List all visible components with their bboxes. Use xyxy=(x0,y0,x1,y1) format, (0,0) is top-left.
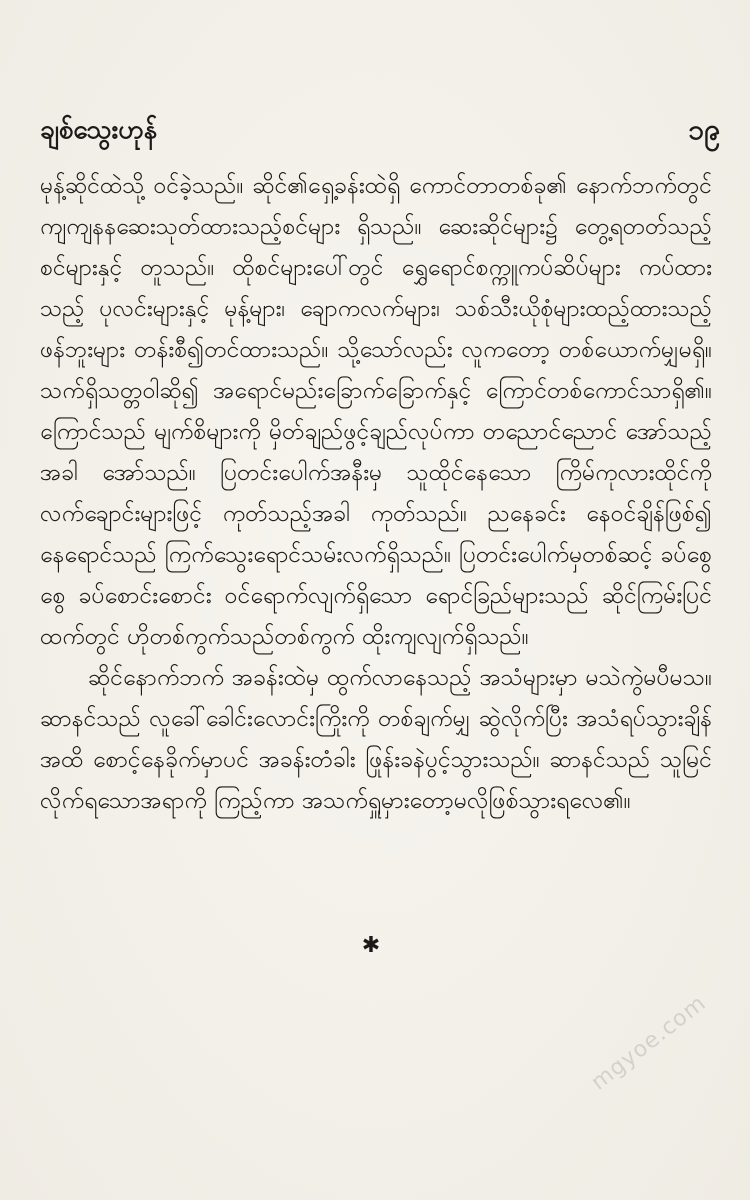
book-title: ချစ်သွေးဟုန် xyxy=(40,115,158,145)
running-header xyxy=(40,112,720,148)
body-text xyxy=(40,166,712,822)
section-break-asterisk: ✱ xyxy=(361,933,381,958)
paragraph-1: မုန့်ဆိုင်ထဲသို့ ဝင်ခဲ့သည်။ ဆိုင်၏ရှေ့ခန်းထဲရှိ ကောင်တာတစ်ခု၏ နောက်ဘက်တွင် ကျကျနနဆေးသုတ်ထားသည့်စင်များ ရှိသည်။ ဆေးဆိုင်များ၌ တွေ့ရတတ်သည့် စင်များနှင့် တူသည်။ ထိုစင်များပေါ်တွင် ရွှေရောင်စက္ကူကပ်ဆိပ်များ ကပ်ထားသည့် ပုလင်းများနှင့် မုန့်များ၊ ချောကလက်များ၊ သစ်သီးယိုစုံများထည့်ထားသည့် ဖန်ဘူးများ တန်းစီ၍တင်ထားသည်။ သို့သော်လည်း လူကတော့ တစ်ယောက်မျှမရှိ။ သက်ရှိသတ္တဝါဆို၍ အရောင်မည်းခြောက်ခြောက်နှင့် ကြောင်တစ်ကောင်သာရှိ၏။ ကြောင်သည် မျက်စိများကို မှိတ်ချည်ဖွင့်ချည်လုပ်ကာ တညောင်ညောင် အော်သည့်အခါ အော်သည်။ ပြတင်းပေါက်အနီးမှ သူထိုင်နေသော ကြိမ်ကုလားထိုင်ကို လက်ချောင်းများဖြင့် ကုတ်သည့်အခါ ကုတ်သည်။ ညနေခင်း နေဝင်ချိန်ဖြစ်၍ နေရောင်သည် ကြက်သွေးရောင်သမ်းလက်ရှိသည်။ ပြတင်းပေါက်မှတစ်ဆင့် ခပ်စွေစွေ ခပ်စောင်းစောင်း ဝင်ရောက်လျက်ရှိသော ရောင်ခြည်များသည် ဆိုင်ကြမ်းပြင်ထက်တွင် ဟိုတစ်ကွက်သည်တစ်ကွက် ထိုးကျလျက်ရှိသည်။ xyxy=(40,173,712,650)
watermark: mgyoe.com xyxy=(586,990,712,1096)
page-number: ၁၉ xyxy=(688,113,720,146)
paragraph-2: ဆိုင်နောက်ဘက် အခန်းထဲမှ ထွက်လာနေသည့် အသံများမှာ မသဲကွဲမပီမသ။ ဆာနင်သည် လူခေါ်ခေါင်းလောင်းကြိုးကို တစ်ချက်မျှ ဆွဲလိုက်ပြီး အသံရပ်သွားချိန်အထိ စောင့်နေခိုက်မှာပင် အခန်းတံခါး ဖြုန်းခနဲပွင့်သွားသည်။ ဆာနင်သည် သူမြင်လိုက်ရသောအရာကို ကြည့်ကာ အသက်ရှူမှားတော့မလိုဖြစ်သွားရလေ၏။ xyxy=(40,665,712,814)
